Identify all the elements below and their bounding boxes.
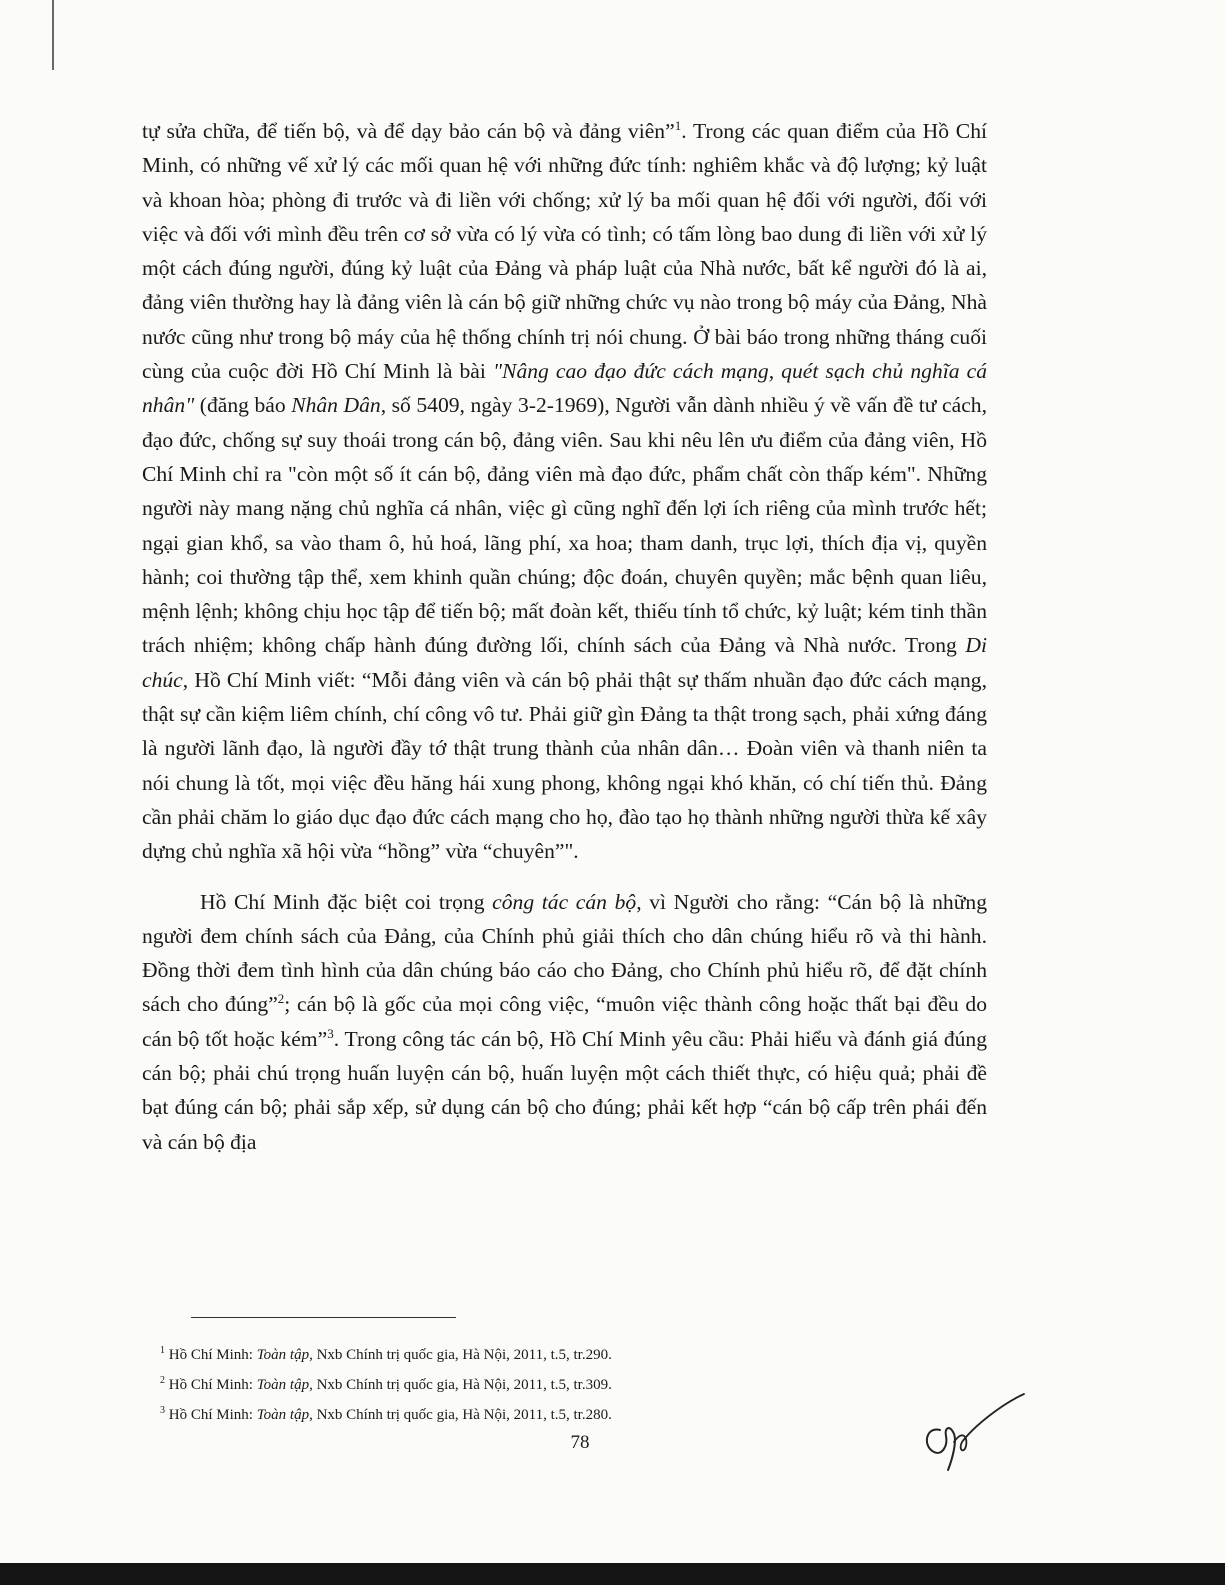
text-run: ; cán bộ là gốc của mọi công việc, “muôn việc thành công hoặc thất bại đều do cán bộ tốt hoặc kém” bbox=[142, 992, 987, 1051]
footnote-mark: 3 bbox=[160, 1405, 165, 1416]
text-run: (đăng báo bbox=[194, 393, 292, 418]
footnote-ref: 1 bbox=[674, 117, 682, 133]
footnote-ref: 3 bbox=[327, 1025, 334, 1041]
scan-page-edge bbox=[52, 0, 54, 70]
footnote-rest: , Nxb Chính trị quốc gia, Hà Nội, 2011, t.5, tr.280. bbox=[309, 1407, 612, 1423]
body-text bbox=[142, 114, 987, 1159]
text-run: . Trong các quan điểm của Hồ Chí Minh, có những vế xử lý các mối quan hệ với những đức tính: nghiêm khắc và độ lượng; kỷ luật và khoan hòa; phòng đi trước và đi liền với chống; xử lý ba mối quan hệ đối với người, đối với việc và đối với mình đều trên cơ sở vừa có lý vừa có tình; có tấm lòng bao dung đi liền với xử lý một cách đúng người, đúng kỷ luật của Đảng và pháp luật của Nhà nước, bất kể người đó là ai, đảng viên thường hay là đảng viên là cán bộ giữ những chức vụ nào trong bộ máy của Đảng, Nhà nước cũng như trong bộ máy của hệ thống chính trị nói chung. Ở bài báo trong những tháng cuối cùng của cuộc đời Hồ Chí Minh là bài bbox=[142, 119, 987, 384]
footnote-separator bbox=[191, 1317, 456, 1318]
handwritten-signature bbox=[912, 1390, 1032, 1480]
footnotes bbox=[160, 1338, 860, 1428]
paragraph bbox=[142, 885, 987, 1159]
footnote-mark: 1 bbox=[160, 1345, 165, 1356]
footnote bbox=[160, 1338, 860, 1368]
footnote-ref: 2 bbox=[277, 991, 285, 1007]
footnote-rest: , Nxb Chính trị quốc gia, Hà Nội, 2011, t.5, tr.309. bbox=[309, 1377, 612, 1393]
italic-text: Di chúc bbox=[142, 633, 987, 692]
text-run: . Trong công tác cán bộ, Hồ Chí Minh yêu cầu: Phải hiểu và đánh giá đúng cán bộ; phải chú trọng huấn luyện cán bộ, huấn luyện một cách thiết thực, có hiệu quả; phải đề bạt đúng cán bộ; phải sắp xếp, sử dụng cán bộ cho đúng; phải kết hợp “cán bộ cấp trên phái đến và cán bộ địa bbox=[142, 1026, 988, 1154]
footnote-work: Toàn tập bbox=[256, 1347, 310, 1363]
footnote-work: Toàn tập bbox=[256, 1377, 310, 1393]
footnote-author: Hồ Chí Minh: bbox=[168, 1407, 257, 1423]
footnote-mark: 2 bbox=[160, 1375, 165, 1386]
footnote-work: Toàn tập bbox=[256, 1407, 310, 1423]
italic-text: "Nâng cao đạo đức cách mạng, quét sạch chủ nghĩa cá nhân" bbox=[142, 359, 987, 418]
italic-text: công tác cán bộ bbox=[492, 889, 637, 914]
text-run: tự sửa chữa, để tiến bộ, và để dạy bảo cán bộ và đảng viên” bbox=[142, 119, 675, 143]
footnote-rest: , Nxb Chính trị quốc gia, Hà Nội, 2011, t.5, tr.290. bbox=[309, 1347, 612, 1363]
text-run: Hồ Chí Minh đặc biệt coi trọng bbox=[200, 889, 493, 914]
text-run: , số 5409, ngày 3-2-1969), Người vẫn dành nhiều ý về vấn đề tư cách, đạo đức, chống sự suy thoái trong cán bộ, đảng viên. Sau khi nêu lên ưu điểm của đảng viên, Hồ Chí Minh chỉ ra "còn một số ít cán bộ, đảng viên mà đạo đức, phẩm chất còn thấp kém". Những người này mang nặng chủ nghĩa cá nhân, việc gì cũng nghĩ đến lợi ích riêng của mình trước hết; ngại gian khổ, sa vào tham ô, hủ hoá, lãng phí, xa hoa; tham danh, trục lợi, thích địa vị, quyền hành; coi thường tập thể, xem khinh quần chúng; độc đoán, chuyên quyền; mắc bệnh quan liêu, mệnh lệnh; không chịu học tập để tiến bộ; mất đoàn kết, thiếu tính tổ chức, kỷ luật; kém tinh thần trách nhiệm; không chấp hành đúng đường lối, chính sách của Đảng và Nhà nước. Trong bbox=[142, 393, 987, 658]
footnote-author: Hồ Chí Minh: bbox=[168, 1377, 257, 1393]
scan-bottom-edge bbox=[0, 1563, 1225, 1585]
text-run: , vì Người cho rằng: “Cán bộ là những người đem chính sách của Đảng, của Chính phủ giải thích cho dân chúng hiểu rõ và thi hành. Đồng thời đem tình hình của dân chúng báo cáo cho Đảng, cho Chính phủ hiểu rõ, để đặt chính sách cho đúng” bbox=[142, 889, 987, 1017]
footnote bbox=[160, 1398, 860, 1428]
footnote bbox=[160, 1368, 860, 1398]
text-run: , Hồ Chí Minh viết: “Mỗi đảng viên và cán bộ phải thật sự thấm nhuần đạo đức cách mạng, thật sự cần kiệm liêm chính, chí công vô tư. Phải giữ gìn Đảng ta thật trong sạch, phải xứng đáng là người lãnh đạo, là người đầy tớ thật trung thành của nhân dân… Đoàn viên và thanh niên ta nói chung là tốt, mọi việc đều hăng hái xung phong, không ngại khó khăn, có chí tiến thủ. Đảng cần phải chăm lo giáo dục đạo đức cách mạng cho họ, đào tạo họ thành những người thừa kế xây dựng chủ nghĩa xã hội vừa “hồng” vừa “chuyên”". bbox=[142, 667, 987, 864]
page-number: 78 bbox=[570, 1432, 590, 1453]
italic-text: Nhân Dân bbox=[291, 393, 381, 418]
paragraph bbox=[142, 114, 987, 869]
footnote-author: Hồ Chí Minh: bbox=[168, 1347, 257, 1363]
